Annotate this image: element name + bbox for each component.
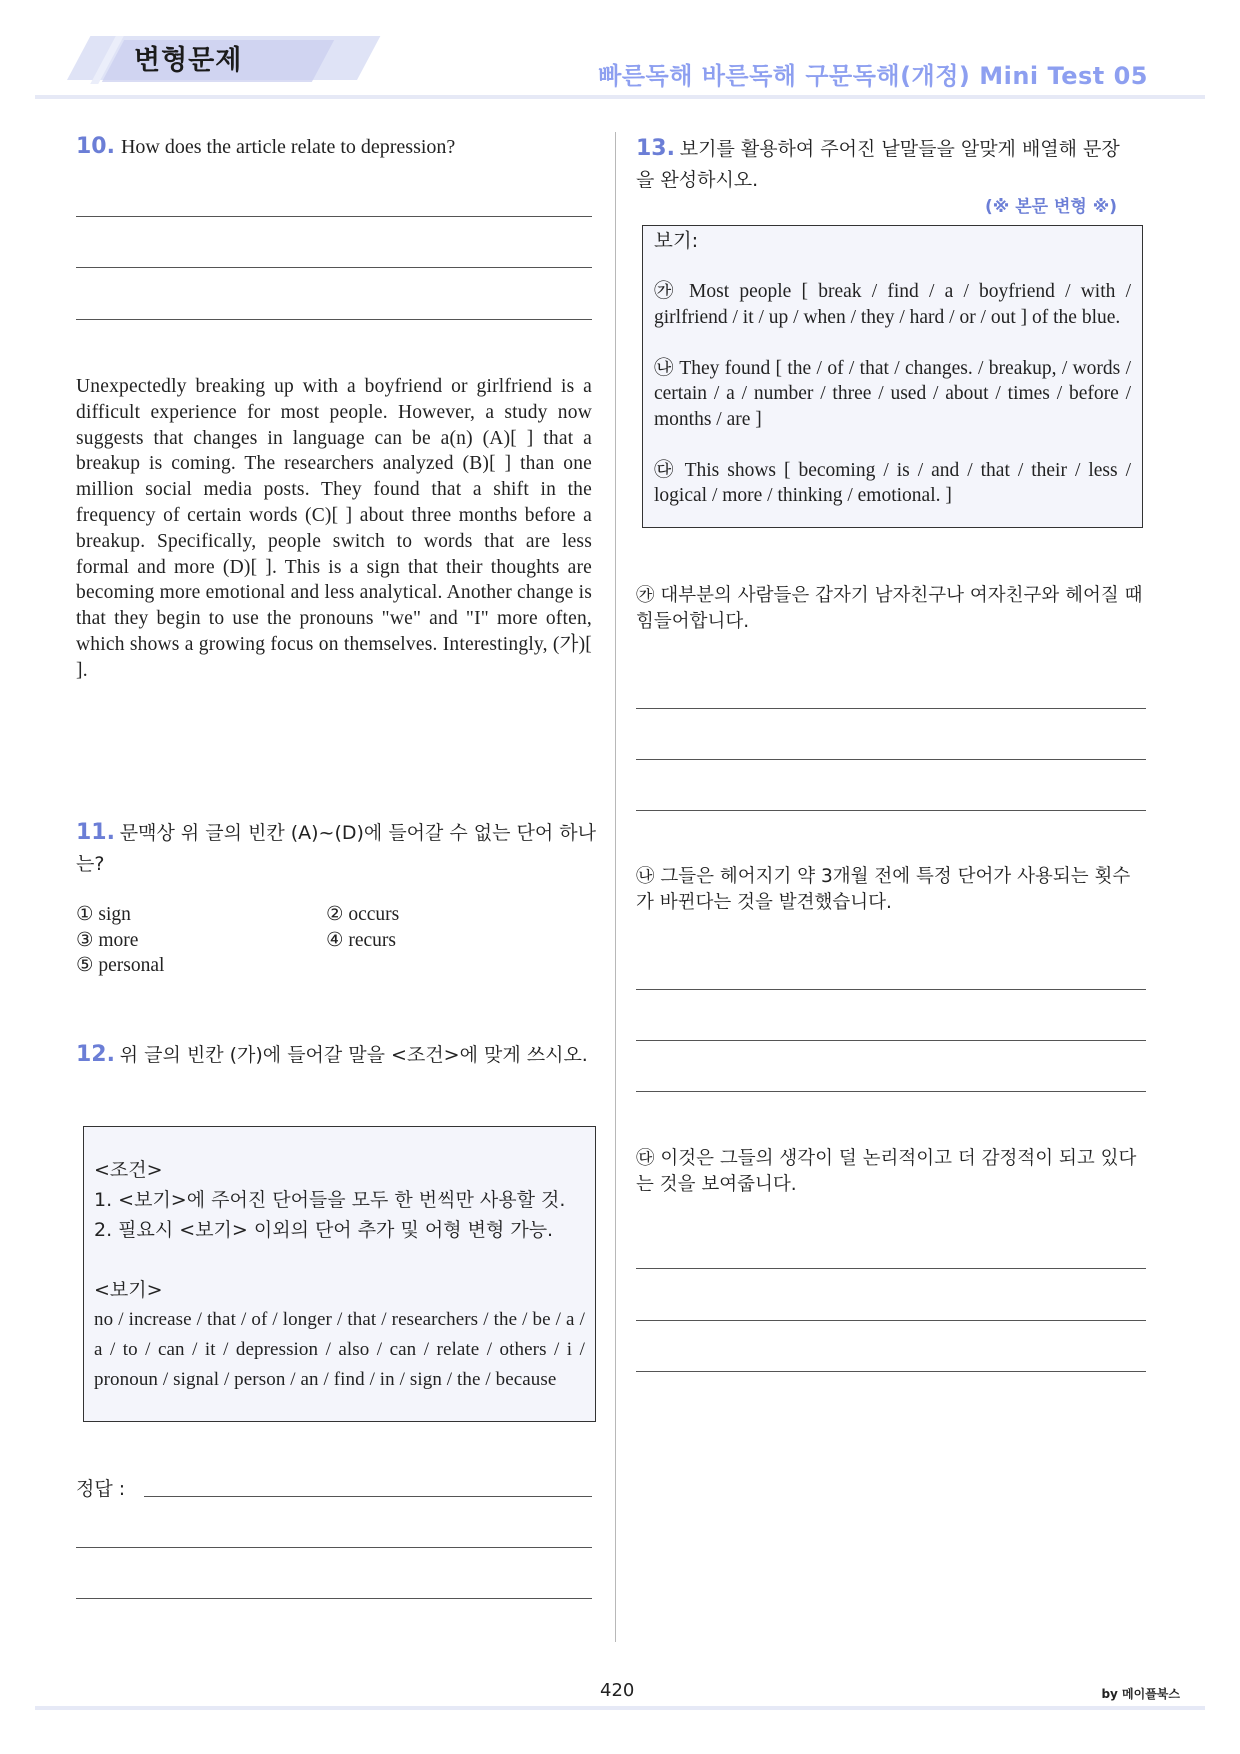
scramble-c: ㉰ This shows [ becoming / is / and / that / their / less / logical / more / thinking / emotional. ] bbox=[654, 459, 1131, 506]
answer-line[interactable] bbox=[636, 989, 1146, 990]
header-rule bbox=[35, 95, 1205, 99]
answer-label: 정답 : bbox=[76, 1478, 126, 1500]
prompt-a: ㉮ 대부분의 사람들은 갑자기 남자친구나 여자친구와 헤어질 때 힘들어합니다. bbox=[636, 585, 1143, 632]
answer-line[interactable] bbox=[636, 810, 1146, 811]
question-number: 13. bbox=[636, 136, 675, 161]
prompt-b: ㉯ 그들은 헤어지기 약 3개월 전에 특정 단어가 사용되는 횟수가 바뀐다는 것을 발견했습니다. bbox=[636, 866, 1131, 913]
publisher-brand: by 메이플북스 bbox=[1101, 1687, 1180, 1701]
page-title: 빠른독해 바른독해 구문독해(개정) Mini Test 05 bbox=[598, 62, 1148, 90]
example-label: 보기: bbox=[654, 229, 699, 252]
example-box bbox=[642, 225, 1143, 528]
answer-line[interactable] bbox=[636, 1040, 1146, 1041]
question-number: 11. bbox=[76, 820, 115, 845]
option-1[interactable]: ① sign bbox=[76, 904, 131, 925]
answer-line[interactable] bbox=[76, 1547, 592, 1548]
question-10 bbox=[76, 134, 455, 159]
answer-line[interactable] bbox=[76, 319, 592, 320]
reading-passage: Unexpectedly breaking up with a boyfriend or girlfriend is a difficult experience for most people. However, a study now suggests that changes in language can be a(n) (A)[ ] that a breakup is coming. The researchers analyzed (B)[ ] than one million social media posts. They found that a shift in the frequency of certain words (C)[ ] about three months before a breakup. Specifically, people switch to words that are less formal and more (D)[ ]. This is a sign that their thoughts are becoming more emotional and less analytical. Another change is that they begin to use the pronouns "we" and "I" more often, which shows a growing focus on themselves. Interestingly, (가)[ ]. bbox=[76, 376, 592, 681]
option-2[interactable]: ② occurs bbox=[326, 904, 400, 925]
answer-line[interactable] bbox=[636, 1268, 1146, 1269]
answer-line[interactable] bbox=[636, 1371, 1146, 1372]
question-11 bbox=[76, 818, 596, 880]
option-3[interactable]: ③ more bbox=[76, 929, 139, 951]
condition-2: 2. 필요시 <보기> 이외의 단어 추가 및 어형 변형 가능. bbox=[94, 1219, 554, 1241]
word-bank-title: <보기> bbox=[94, 1279, 163, 1301]
question-number: 10. bbox=[76, 134, 115, 159]
condition-box bbox=[83, 1126, 596, 1422]
answer-line[interactable] bbox=[144, 1496, 592, 1497]
answer-line[interactable] bbox=[636, 1091, 1146, 1092]
footer-rule bbox=[35, 1706, 1205, 1710]
option-5[interactable]: ⑤ personal bbox=[76, 955, 165, 976]
answer-line[interactable] bbox=[76, 216, 592, 217]
question-12 bbox=[76, 1040, 596, 1071]
question-13 bbox=[636, 134, 1136, 196]
question-text: 위 글의 빈칸 (가)에 들어갈 말을 <조건>에 맞게 쓰시오. bbox=[119, 1044, 588, 1066]
answer-line[interactable] bbox=[76, 1598, 592, 1599]
answer-line[interactable] bbox=[76, 267, 592, 268]
condition-title: <조건> bbox=[94, 1159, 163, 1181]
answer-line[interactable] bbox=[636, 708, 1146, 709]
page-number: 420 bbox=[600, 1680, 635, 1701]
answer-line[interactable] bbox=[636, 759, 1146, 760]
section-tag: 변형문제 bbox=[134, 45, 243, 76]
question-text: 문맥상 위 글의 빈칸 (A)~(D)에 들어갈 수 없는 단어 하나는? bbox=[76, 822, 597, 875]
question-text: 보기를 활용하여 주어진 낱말들을 알맞게 배열해 문장을 완성하시오. bbox=[636, 138, 1120, 191]
scramble-a: ㉮ Most people [ break / find / a / boyfriend / with / girlfriend / it / up / when / they / hard / or / out ] of the blue. bbox=[654, 281, 1131, 328]
column-divider bbox=[615, 132, 616, 1642]
scramble-b: ㉯ They found [ the / of / that / changes. / breakup, / words / certain / a / number / three / used / about / times / before / months / are ] bbox=[654, 357, 1131, 430]
word-bank: no / increase / that / of / longer / that / researchers / the / be / a / a / to / can / it / depression / also / can / relate / others / i / pronoun / signal / person / an / find / in / sign / the / because bbox=[94, 1309, 585, 1390]
condition-1: 1. <보기>에 주어진 단어들을 모두 한 번씩만 사용할 것. bbox=[94, 1189, 566, 1211]
variation-tag: (※ 본문 변형 ※) bbox=[985, 197, 1118, 217]
question-text: How does the article relate to depression? bbox=[120, 136, 456, 158]
option-4[interactable]: ④ recurs bbox=[326, 929, 396, 951]
question-number: 12. bbox=[76, 1042, 115, 1067]
answer-line[interactable] bbox=[636, 1320, 1146, 1321]
prompt-c: ㉰ 이것은 그들의 생각이 덜 논리적이고 더 감정적이 되고 있다는 것을 보여줍니다. bbox=[636, 1148, 1137, 1195]
